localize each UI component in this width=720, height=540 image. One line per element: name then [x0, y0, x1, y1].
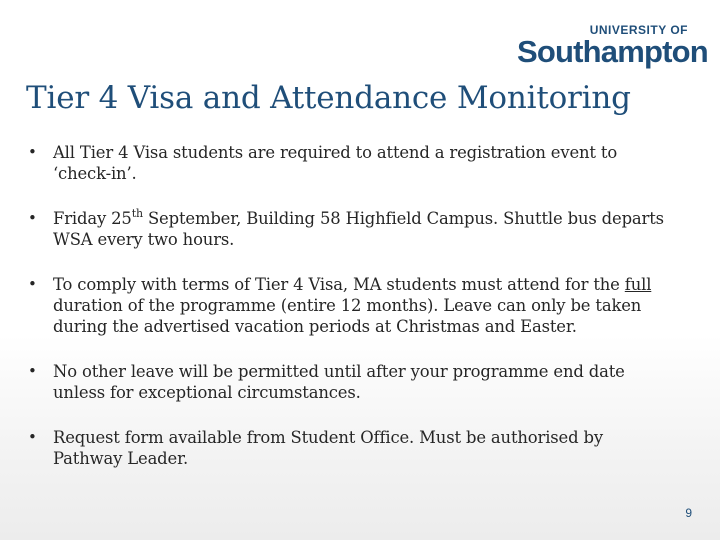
bullet-text: No other leave will be permitted until after your programme end date unless for exceptional circumstances.: [53, 362, 625, 402]
bullet-icon: •: [28, 143, 37, 161]
bullet-item-comply: [26, 274, 676, 337]
bullet-icon: •: [28, 362, 37, 380]
bullet-item-checkin: [26, 142, 676, 184]
slide-title: Tier 4 Visa and Attendance Monitoring: [26, 80, 631, 116]
underlined-word: full: [624, 275, 652, 294]
page-number: 9: [685, 506, 692, 520]
bullet-icon: •: [28, 275, 37, 293]
bullet-icon: •: [28, 428, 37, 446]
university-logo: [517, 23, 708, 69]
ordinal-suffix: th: [131, 206, 143, 220]
bullet-item-leave: [26, 361, 676, 403]
bullet-text-end: duration of the programme (entire 12 months). Leave can only be taken during the advertised vacation periods at Christmas and Easter.: [53, 296, 642, 336]
bullet-list: [26, 142, 676, 493]
bullet-text: All Tier 4 Visa students are required to attend a registration event to ‘check-in’.: [53, 143, 618, 183]
logo-southampton: Southampton: [517, 34, 708, 69]
bullet-text: Request form available from Student Office. Must be authorised by Pathway Leader.: [53, 428, 603, 468]
logo-university-of: UNIVERSITY OF: [589, 23, 688, 37]
bullet-text-start: To comply with terms of Tier 4 Visa, MA students must attend for the: [53, 275, 625, 294]
bullet-item-date: [26, 208, 676, 250]
bullet-text-location: September, Building 58 Highfield Campus. Shuttle bus departs WSA every two hours.: [53, 209, 664, 249]
bullet-icon: •: [28, 209, 37, 227]
bullet-text-date: Friday 25: [53, 209, 132, 228]
bullet-item-request-form: [26, 427, 676, 469]
